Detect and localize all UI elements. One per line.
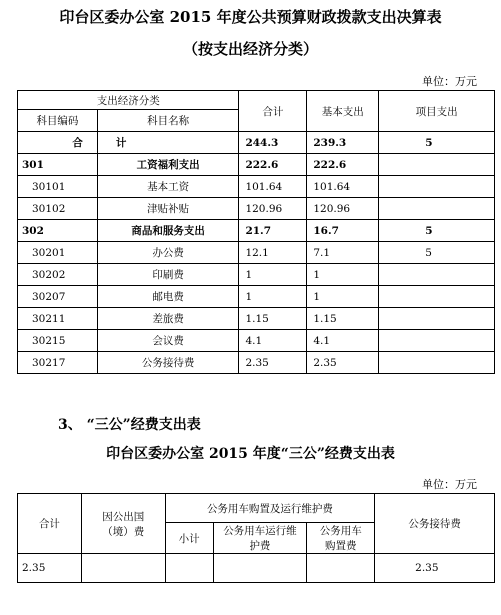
cell-abroad (81, 554, 165, 583)
table-row (18, 154, 495, 176)
cell-project: 5 (379, 132, 495, 154)
cell-total: 1.15 (239, 308, 307, 330)
header-code: 科目编码 (18, 110, 98, 132)
header-total: 合计 (239, 91, 307, 132)
cell-project (379, 154, 495, 176)
cell-code: 30207 (18, 286, 98, 308)
cell-total: 4.1 (239, 330, 307, 352)
header-basic: 基本支出 (307, 91, 379, 132)
cell-total: 1 (239, 286, 307, 308)
cell-name: 差旅费 (97, 308, 239, 330)
cell-run (213, 554, 307, 583)
cell-basic: 1.15 (307, 308, 379, 330)
unit-label: 单位：万元 (422, 478, 477, 491)
cell-total: 120.96 (239, 198, 307, 220)
cell-name: 商品和服务支出 (97, 220, 239, 242)
cell-total: 12.1 (239, 242, 307, 264)
cell-total: 244.3 (239, 132, 307, 154)
table-row (18, 176, 495, 198)
cell-project (379, 198, 495, 220)
cell-subtotal (165, 554, 213, 583)
cell-basic: 1 (307, 286, 379, 308)
cell-project (379, 176, 495, 198)
cell-basic: 1 (307, 264, 379, 286)
cell-total: 222.6 (239, 154, 307, 176)
cell-project (379, 286, 495, 308)
table-row (18, 242, 495, 264)
cell-basic: 2.35 (307, 352, 379, 374)
cell-project (379, 264, 495, 286)
header-subtotal: 小计 (165, 523, 213, 554)
budget-table (17, 90, 495, 374)
page-title: 印台区委办公室 2015 年度公共预算财政拨款支出决算表 (59, 8, 442, 26)
cell-name: 邮电费 (97, 286, 239, 308)
cell-basic: 239.3 (307, 132, 379, 154)
cell-buy (307, 554, 375, 583)
cell-name: 办公费 (97, 242, 239, 264)
cell-name: 津贴补贴 (97, 198, 239, 220)
table-header-row (18, 494, 495, 523)
cell-code: 301 (18, 154, 98, 176)
table-row (18, 352, 495, 374)
table-row (18, 198, 495, 220)
header-abroad: 因公出国（境）费 (81, 494, 165, 554)
cell-total: 2.35 (18, 554, 82, 583)
cell-total: 1 (239, 264, 307, 286)
cell-project (379, 330, 495, 352)
cell-total: 2.35 (239, 352, 307, 374)
cell-code: 30217 (18, 352, 98, 374)
table-title: 印台区委办公室 2015 年度“三公”经费支出表 (106, 446, 395, 462)
cell-project: 5 (379, 242, 495, 264)
three-public-table (17, 493, 495, 583)
table-row (18, 554, 495, 583)
cell-code: 30102 (18, 198, 98, 220)
table-row (18, 264, 495, 286)
cell-code: 30202 (18, 264, 98, 286)
cell-name: 基本工资 (97, 176, 239, 198)
cell-total: 21.7 (239, 220, 307, 242)
table-row (18, 330, 495, 352)
header-project: 项目支出 (379, 91, 495, 132)
header-buy: 公务用车购置费 (307, 523, 375, 554)
cell-code: 30201 (18, 242, 98, 264)
cell-basic: 101.64 (307, 176, 379, 198)
header-vehicle: 公务用车购置及运行维护费 (165, 494, 374, 523)
header-total: 合计 (18, 494, 82, 554)
header-name: 科目名称 (97, 110, 239, 132)
cell-project (379, 352, 495, 374)
cell-code: 30101 (18, 176, 98, 198)
cell-name: 工资福利支出 (97, 154, 239, 176)
cell-total: 101.64 (239, 176, 307, 198)
cell-project (379, 308, 495, 330)
cell-code: 30211 (18, 308, 98, 330)
table-header-row (18, 91, 495, 110)
cell-basic: 120.96 (307, 198, 379, 220)
cell-code: 30215 (18, 330, 98, 352)
cell-basic: 16.7 (307, 220, 379, 242)
cell-code: 302 (18, 220, 98, 242)
unit-label: 单位：万元 (422, 75, 477, 88)
header-run: 公务用车运行维护费 (213, 523, 307, 554)
cell-basic: 7.1 (307, 242, 379, 264)
table-row (18, 220, 495, 242)
cell-project: 5 (379, 220, 495, 242)
section-heading: 3、 “三公”经费支出表 (58, 417, 201, 433)
cell-name: 计 (97, 132, 239, 154)
cell-basic: 4.1 (307, 330, 379, 352)
cell-name: 印刷费 (97, 264, 239, 286)
table-row (18, 286, 495, 308)
header-reception: 公务接待费 (375, 494, 495, 554)
page-subtitle: （按支出经济分类） (182, 40, 318, 58)
header-class: 支出经济分类 (18, 91, 239, 110)
cell-basic: 222.6 (307, 154, 379, 176)
cell-name: 公务接待费 (97, 352, 239, 374)
cell-reception: 2.35 (375, 554, 495, 583)
table-row (18, 308, 495, 330)
table-row (18, 132, 495, 154)
cell-name: 会议费 (97, 330, 239, 352)
cell-code: 合 (18, 132, 98, 154)
